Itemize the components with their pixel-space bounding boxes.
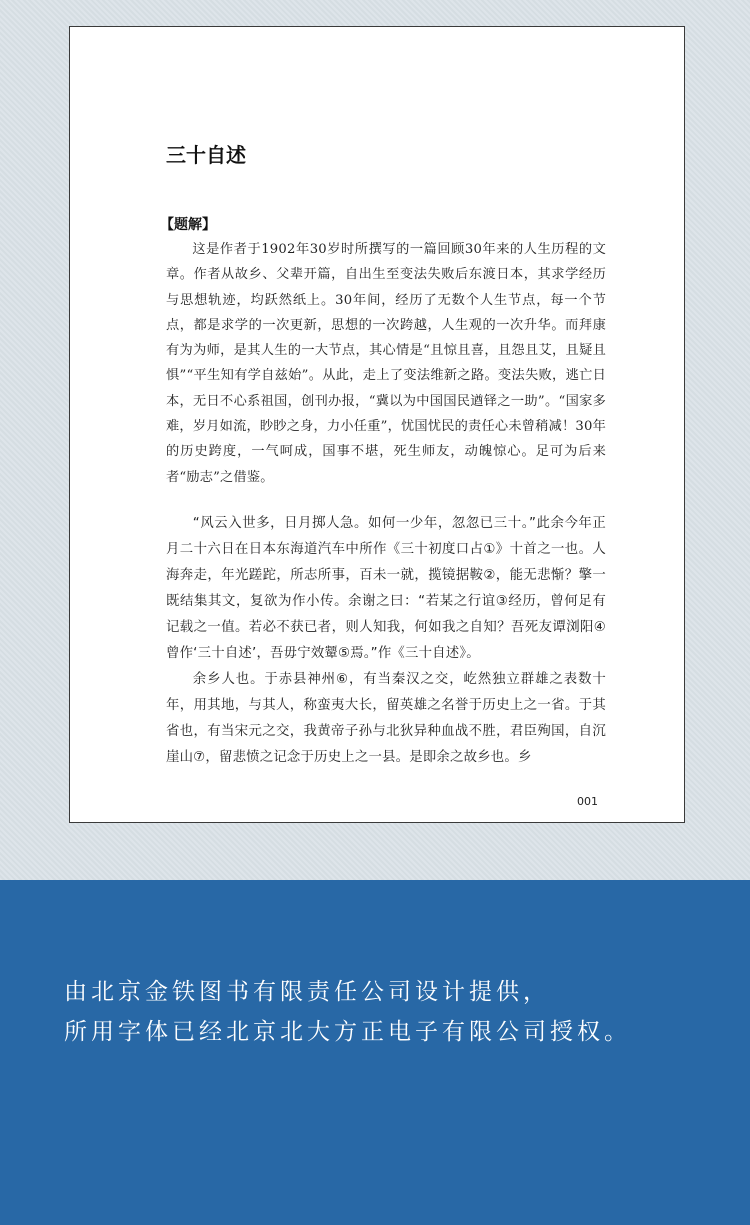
book-page: [69, 26, 685, 823]
body-paragraph: “风云入世多，日月掷人急。如何一少年，忽忽已三十。”此余今年正月二十六日在日本东海道汽车中所作《三十初度口占①》十首之一也。人海奔走，年光蹉跎，所志所事，百未一就，揽镜据鞍②，能无悲惭？擎一既结集其文，复欲为作小传。余谢之曰：“若某之行谊③经历，曾何足有记载之一值。若必不获已者，则人知我，何如我之自知？吾死友谭浏阳④曾作‘三十自述’，吾毋宁效颦⑤焉。”作《三十自述》。: [166, 516, 606, 661]
section-label: 【题解】: [160, 217, 216, 233]
intro-paragraph: 这是作者于1902年30岁时所撰写的一篇回顾30年来的人生历程的文章。作者从故乡、父辈开篇，自出生至变法失败后东渡日本，其求学经历与思想轨迹，均跃然纸上。30年间，经历了无数个人生节点，每一个节点，都是求学的一次更新，思想的一次跨越，人生观的一次升华。而拜康有为为师，是其人生的一大节点，其心情是“且惊且喜，且怨且艾，且疑且惧”“平生知有学自兹始”。从此，走上了变法维新之路。变法失败，逃亡日本，无日不心系祖国，创刊办报，“冀以为中国国民遒铎之一助”。“国家多难，岁月如流，眇眇之身，力小任重”，忧国忧民的责任心未曾稍减！30年的历史跨度，一气呵成，国事不堪，死生师友，动魄惊心。足可为后来者“励志”之借鉴。: [166, 242, 606, 485]
body-paragraph: 余乡人也。于赤县神州⑥，有当秦汉之交，屹然独立群雄之表数十年，用其地，与其人，称蛮夷大长，留英雄之名誉于历史上之一省。于其省也，有当宋元之交，我黄帝子孙与北狄异种血战不胜，君臣殉国，自沉崖山⑦，留悲愤之记念于历史上之一县。是即余之故乡也。乡: [166, 672, 606, 765]
credit-line: 由北京金铁图书有限责任公司设计提供，: [64, 979, 550, 1005]
page-number: 001: [577, 795, 598, 808]
page-title: 三十自述: [166, 143, 246, 167]
credit-banner: [0, 880, 750, 1225]
credit-line: 所用字体已经北京北大方正电子有限公司授权。: [64, 1019, 631, 1045]
